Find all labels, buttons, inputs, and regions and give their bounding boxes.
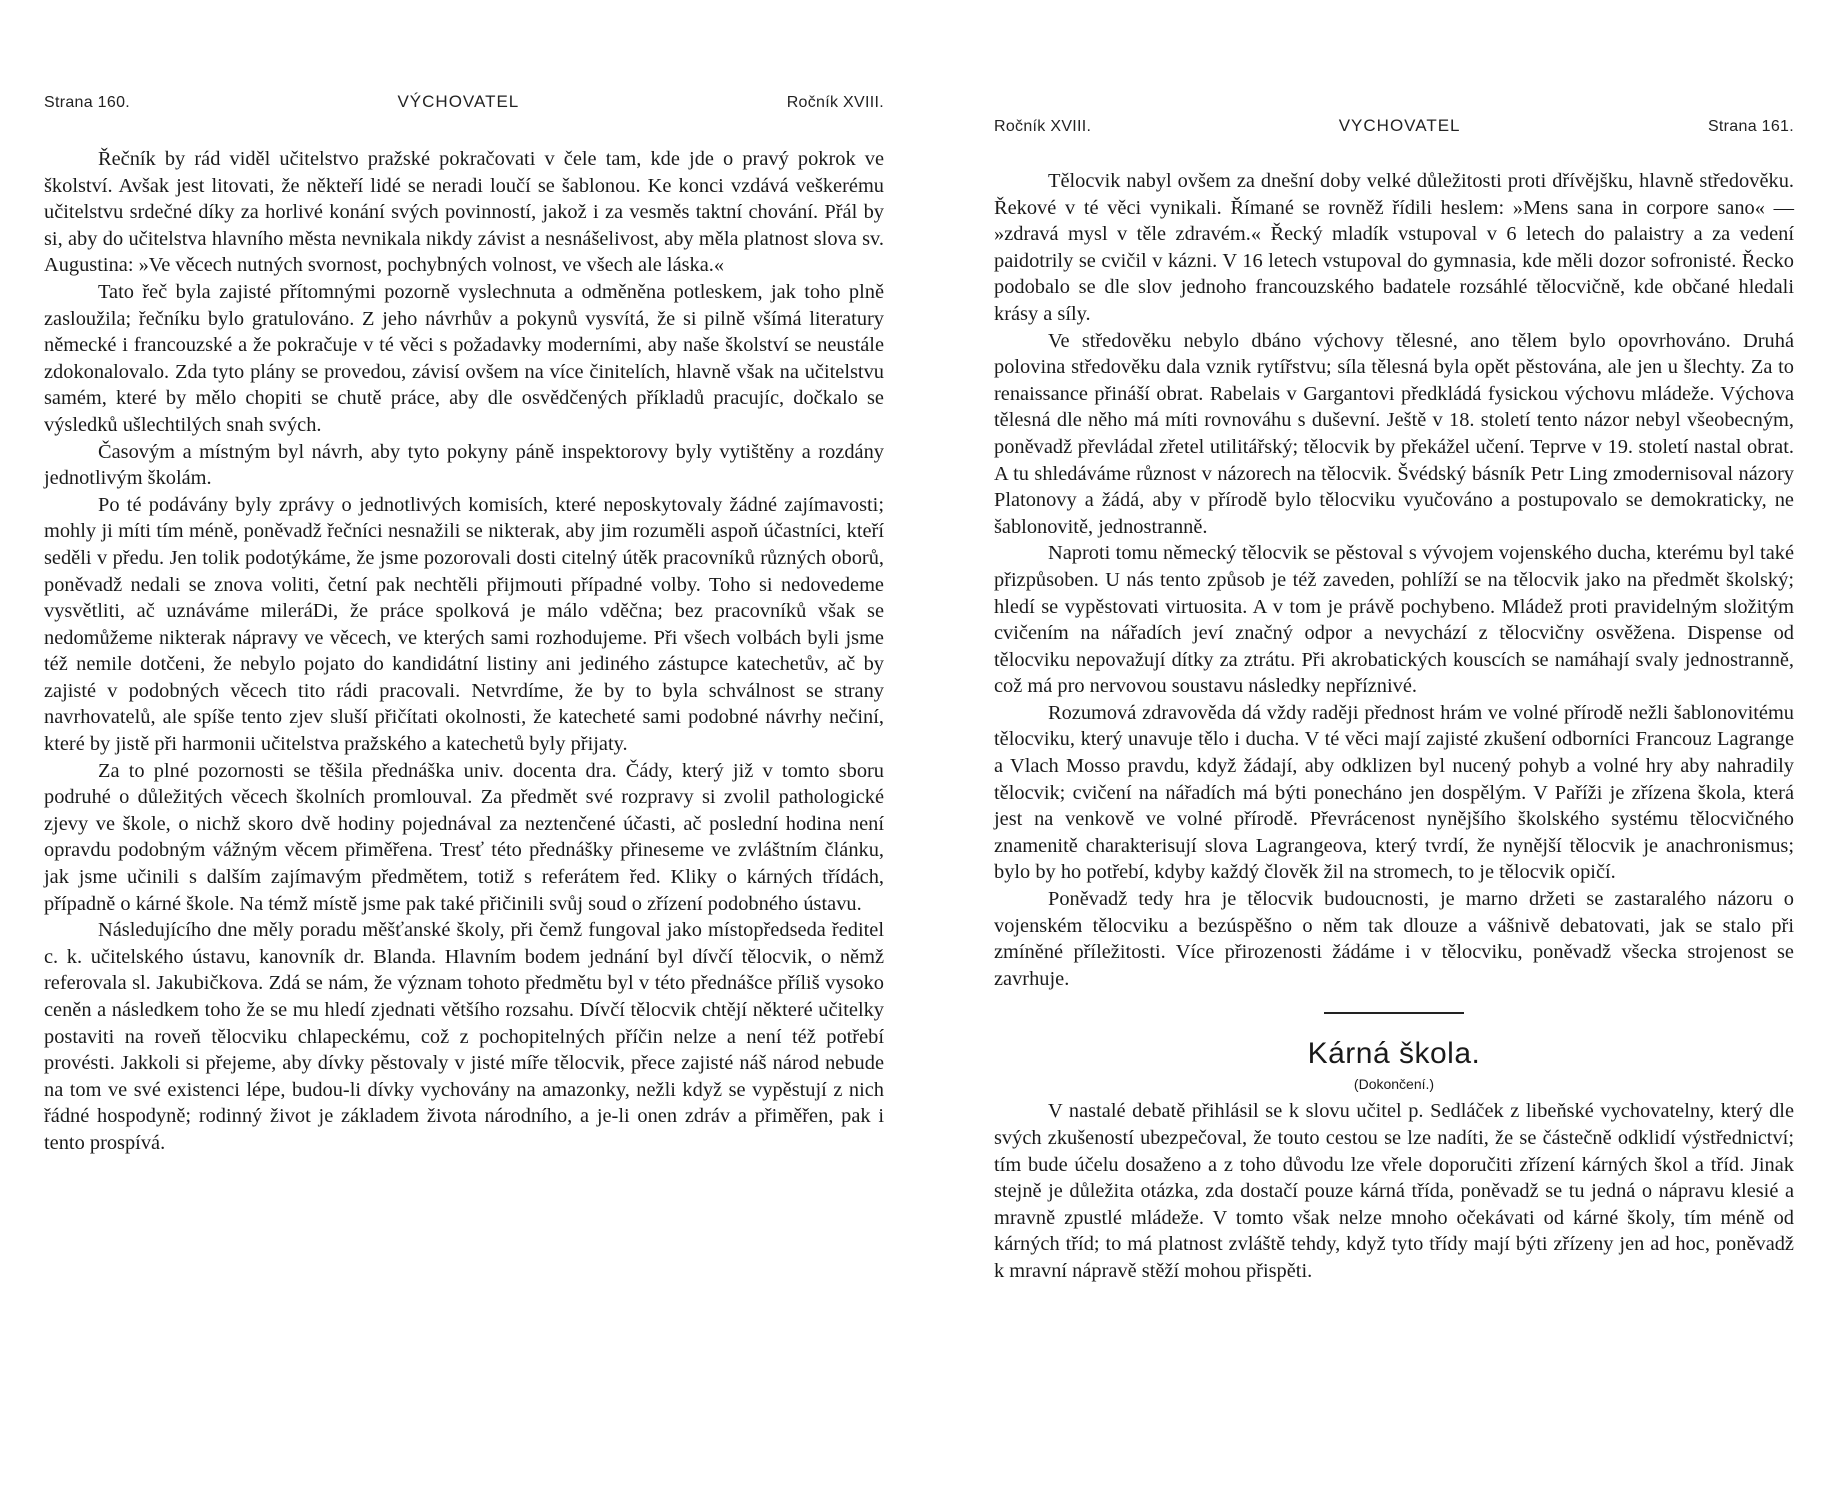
left-body-text <box>44 146 884 1157</box>
right-page-number: Strana 161. <box>1707 118 1794 135</box>
paragraph: Tato řeč byla zajisté přítomnými pozorně vyslechnuta a odměněna potleskem, jak toho plně zasloužila; řečníku bylo gratulováno. Z jeho návrhův a pokynů vysvítá, že si pilně všímá literatury německé i francouzské a že pokračuje v té věci s požadavky moderními, aby naše školství se neustále zdokonalovalo. Zda tyto plány se provedou, závisí ovšem na více činitelích, hlavně však na učitelstvu samém, které by mělo chopiti se chutě práce, aby dle osvědčených příkladů pracujíc, dočkalo se výsledků ušlechtilých snah svých. <box>44 280 884 436</box>
right-body-text <box>994 168 1794 1285</box>
paragraph: Rozumová zdravověda dá vždy raději přednost hrám ve volné přírodě nežli šablonovitému tělocviku, který unavuje tělo i ducha. V té věci mají zajisté zkušení odborníci Francouz Lagrange a Vlach Mosso pravdu, když žádají, aby odklizen byl nucený pohyb a volné hry aby nahradily tělocvik; cvičení na nářadích má býti ponecháno jen dospělým. V Paříži je zřízena škola, která jest na venkově ve volné přírodě. Převrácenost nynějšího školského systému tělocvičného znamenitě charakterisují slova Lagrangeova, který tvrdí, že nynější tělocvik je anachronismus; bylo by ho potřebí, kdyby každý člověk žil na stromech, to je tělocvik opičí. <box>994 701 1794 884</box>
paragraph: Tělocvik nabyl ovšem za dnešní doby velké důležitosti proti dřívějšku, hlavně středověku. Řekové v té věci vynikali. Římané se rovněž řídili heslem: »Mens sana in corpore sano« — »zdravá mysl v těle zdravém.« Řecký mladík vstupoval v 6 letech do palaistry a za vedení paidotrily se cvičil v kázni. V 16 letech vstupoval do gymnasia, kde měli dozor sofronisté. Řecko podobalo se dle slov jednoho francouzského badatele rozsáhlé tělocvičně, kde občané hledali krásy a síly. <box>994 170 1794 325</box>
paragraph: V nastalé debatě přihlásil se k slovu učitel p. Sedláček z libeňské vychovatelny, který dle svých zkušeností ubezpečoval, že touto cestou se lze nadíti, že se částečně odklidí výstřednictví; tím bude účelu dosaženo a z toho důvodu lze vřele doporučiti zřízení kárných škol a tříd. Jinak stejně je důležita otázka, zda dostačí pouze kárná třída, poněvadž se tu jedná o nápravu klesié a mravně zpustlé mládeže. V tomto však nelze mnoho očekávati od kárné školy, tím méně od kárných tříd; to má platnost zvláště tehdy, když tyto třídy mají býti zřízeny jen ad hoc, poněvadž k mravní nápravě stěží mohou přispěti. <box>994 1100 1794 1282</box>
left-journal-title: VÝCHOVATEL <box>397 92 520 111</box>
right-volume: Ročník XVIII. <box>994 118 1092 135</box>
right-journal-title: VYCHOVATEL <box>1338 116 1461 135</box>
left-page-number: Strana 160. <box>44 94 131 111</box>
paragraph: Naproti tomu německý tělocvik se pěstoval s vývojem vojenského ducha, kterému byl také přizpůsoben. U nás tento způsob je též zaveden, pohlíží se na tělocvik jako na předmět školský; hledí se vypěstovati virtuosita. A v tom je právě pochybeno. Mládež proti pravidelným složitým cvičením na nářadích jeví značný odpor a nevychází z tělocvičny osvěžena. Dispense od tělocviku nepovažují dítky za ztrátu. Při akrobatických kouscích se namáhají svaly jednostranně, což má pro nervovou soustavu následky nepříznivé. <box>994 542 1794 698</box>
paragraph: Následujícího dne měly poradu měšťanské školy, při čemž fungoval jako místopředseda ředitel c. k. učitelského ústavu, kanovník dr. Blanda. Hlavním bodem jednání byl dívčí tělocvik, o němž referovala sl. Jakubičkova. Zdá se nám, že význam tohoto předmětu byl v této přednášce příliš vysoko ceněn a následkem toho že se mu hledí zjednati většího rozsahu. Dívčí tělocvik chtějí některé učitelky postaviti na roveň tělocviku chlapeckému, což z pochopitelných příčin nelze a není též potřebí provésti. Jakkoli si přejeme, aby dívky pěstovaly v jisté míře tělocvik, přece zajisté náš národ nebude na tom ve své existenci lépe, budou-li dívky vychovány na amazonky, nežli když se vypěstují z nich řádné hospodyně; rodinný život je základem života národního, a je-li onen zdráv a přiměřen, pak i tento prospívá. <box>44 919 884 1154</box>
section-divider <box>1324 1012 1464 1014</box>
left-volume: Ročník XVIII. <box>786 94 884 111</box>
paragraph: Po té podávány byly zprávy o jednotlivých komisích, které neposkytovaly žádné zajímavosti; mohly ji míti tím méně, poněvadž řečníci nesnažili se nikterak, aby jim rozuměli aspoň účastníci, kteří seděli v předu. Jen tolik podotýkáme, že jsme pozorovali dosti citelný útěk pracovníků různých oborů, poněvadž nedali se znova voliti, četní pak nechtěli přijmouti případné volby. Toho si nedovedeme vysvětliti, ač uznáváme mileráDi, že práce spolková je málo vděčna; bez pracovníků však se nedomůžeme nikterak nápravy ve věcech, ve kterých sami rozhodujeme. Při všech volbách byli jsme též nemile dotčeni, že nebylo pojato do kandidátní listiny ani jediného zástupce katechetův, ač by zajisté v podobných věcech tito rádi pracovali. Netvrdíme, že by to byla schválnost se strany navrhovatelů, ale spíše tento zjev sluší přičítati okolnosti, že katecheté sami podobné návrhy nečiní, které by jistě při harmonii učitelstva pražského a katechetů byly přijaty. <box>44 493 884 756</box>
left-page <box>44 0 884 1500</box>
right-running-head <box>994 116 1794 136</box>
paragraph: Časovým a místným byl návrh, aby tyto pokyny páně inspektorovy byly vytištěny a rozdány jednotlivým školám. <box>44 440 884 490</box>
section-subtitle: (Dokončení.) <box>1353 1076 1435 1093</box>
paragraph: Poněvadž tedy hra je tělocvik budoucnosti, je marno držeti se zastaralého názoru o vojenském tělocviku a bezúspěšno o něm tak dlouze a vášnivě debatovati, jak se stalo při zmíněné příležitosti. Více přirozenosti žádáme i v tělocviku, poněvadž všecka strojenost se zavrhuje. <box>994 888 1794 990</box>
paragraph: Ve středověku nebylo dbáno výchovy tělesné, ano tělem bylo opovrhováno. Druhá polovina středověku dala vznik rytířstvu; síla tělesná byla opět pěstována, ale jen u šlechty. Za to renaissance přináší obrat. Rabelais v Gargantovi předkládá fysickou výchovu mládeže. Výchova tělesná dle něho má míti rovnováhu s duševní. Ještě v 18. století tento názor nebyl všeobecným, poněvadž převládal zřetel utilitářský; tělocvik by překážel učení. Teprve v 19. století nastal obrat. A tu shledáváme různost v názorech na tělocvik. Švédský básník Petr Ling zmodernisoval názory Platonovy a žádá, aby v přírodě bylo tělocviku vyučováno a postupovalo se demokraticky, ne šablonovitě, jednostranně. <box>994 329 1794 538</box>
paragraph: Řečník by rád viděl učitelstvo pražské pokračovati v čele tam, kde jde o pravý pokrok ve školství. Avšak jest litovati, že někteří lidé se neradi loučí se šablonou. Ke konci vzdává veškerému učitelstvu srdečné díky za horlivé konání svých povinností, jakož i za vesměs taktní chování. Přál by si, aby do učitelstva hlavního města nevnikala nikdy závist a nesnášelivost, aby měla platnost slova sv. Augustina: »Ve věcech nutných svornost, pochybných volnost, ve všech ale láska.« <box>44 148 884 277</box>
paragraph: Za to plné pozornosti se těšila přednáška univ. docenta dra. Čády, který již v tomto sboru podruhé o důležitých věcech školních promlouval. Za předmět své rozpravy si zvolil pathologické zjevy ve škole, o nichž skoro dvě hodiny pojednával za neztenčené účasti, ač poslední hodina není opravdu podobným vážným věcem přiměřena. Tresť této přednášky přineseme ve zvláštním článku, jak jsme učinili s dalším zajímavým předmětem, totiž s referátem řed. Kliky o kárných třídách, případně o kárné škole. Na témž místě jsme pak také přičinili svůj soud o zřízení podobného ústavu. <box>44 759 884 915</box>
section-title: Kárná škola. <box>1307 1037 1481 1071</box>
left-running-head <box>44 92 884 112</box>
right-page <box>994 0 1794 1500</box>
